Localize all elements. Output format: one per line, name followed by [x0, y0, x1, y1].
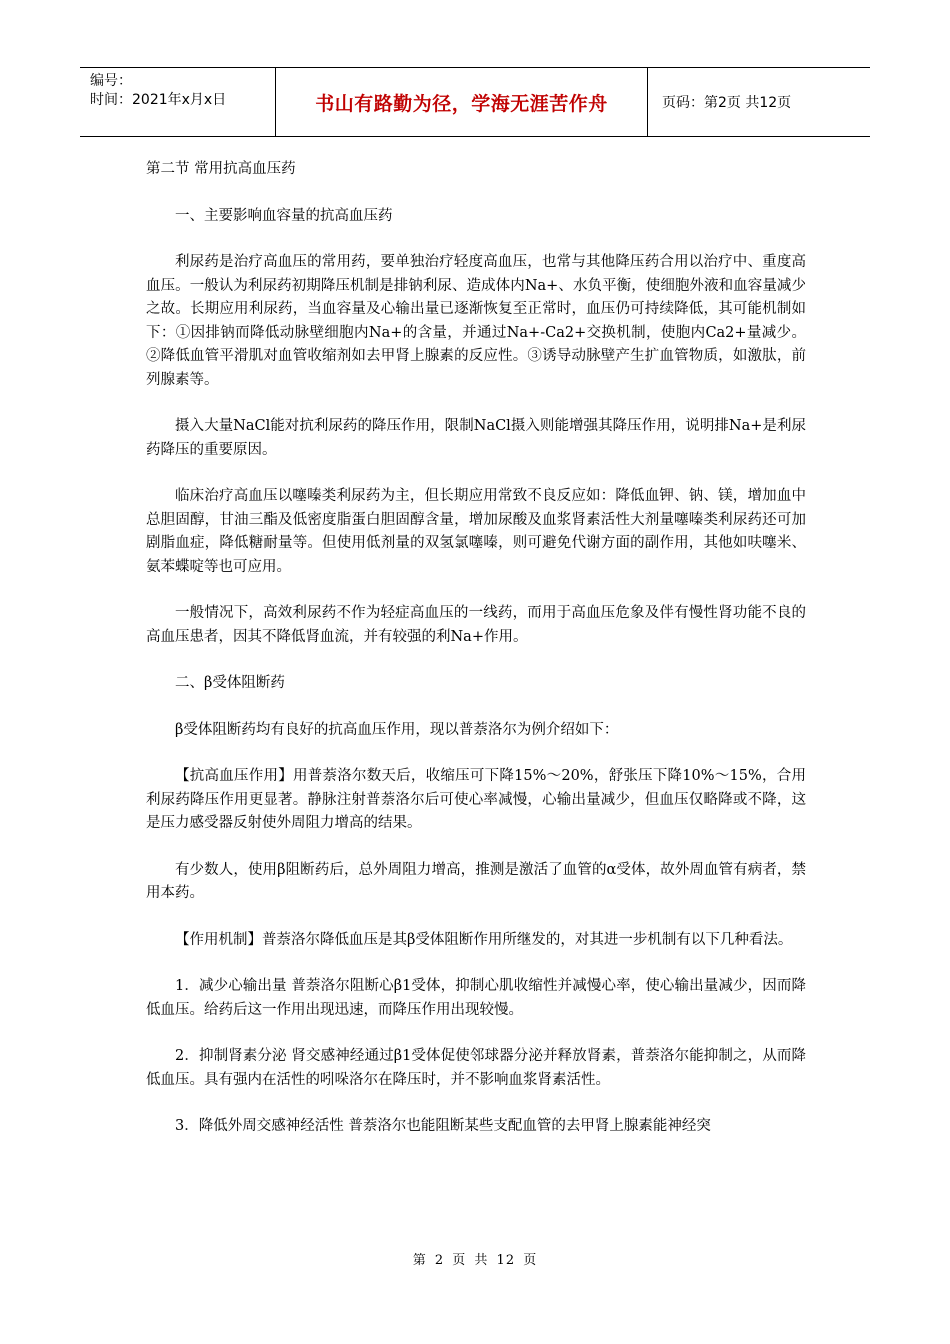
serial-label: 编号： — [90, 73, 132, 89]
header-page-info: 页码：第2页 共12页 — [662, 95, 792, 111]
paragraph-6: 【抗高血压作用】用普萘洛尔数天后，收缩压可下降15%～20%，舒张压下降10%～15%，合用利尿药降压作用更显著。静脉注射普萘洛尔后可使心率减慢，心输出量减少，但血压仅略降或不降，这是压力感受器反射使外周阻力增高的结果。 — [146, 768, 806, 831]
paragraph-1: 利尿药是治疗高血压的常用药，要单独治疗轻度高血压，也常与其他降压药合用以治疗中、重度高血压。一般认为利尿药初期降压机制是排钠利尿、造成体内Na+、水负平衡，使细胞外液和血容量减少之故。长期应用利尿药，当血容量及心输出量已逐渐恢复至正常时，血压仍可持续降低，其可能机制如下：①因排钠而降低动脉壁细胞内Na+的含量，并通过Na+-Ca2+交换机制，使胞内Ca2+量减少。②降低血管平滑肌对血管收缩剂如去甲肾上腺素的反应性。③诱导动脉壁产生扩血管物质，如激肽，前列腺素等。 — [146, 254, 806, 388]
paragraph-10: 2．抑制肾素分泌 肾交感神经通过β1受体促使邻球器分泌并释放肾素，普萘洛尔能抑制之，从而降低血压。具有强内在活性的吲哚洛尔在降压时，并不影响血浆肾素活性。 — [146, 1048, 806, 1088]
page-footer: 第 2 页 共 12 页 — [412, 1253, 538, 1268]
paragraph-5: β受体阻断药均有良好的抗高血压作用，现以普萘洛尔为例介绍如下： — [175, 721, 619, 738]
paragraph-3: 临床治疗高血压以噻嗪类利尿药为主，但长期应用常致不良反应如：降低血钾、钠、镁，增加血中总胆固醇，甘油三酯及低密度脂蛋白胆固醇含量，增加尿酸及血浆肾素活性大剂量噻嗪类利尿药还可加剧脂血症，降低糖耐量等。但使用低剂量的双氢氯噻嗪，则可避免代谢方面的副作用，其他如呋噻米、氨苯蝶啶等也可应用。 — [146, 488, 806, 575]
subsection-title-1: 一、主要影响血容量的抗高血压药 — [175, 207, 393, 224]
paragraph-2: 摄入大量NaCl能对抗利尿药的降压作用，限制NaCl摄入则能增强其降压作用，说明排Na+是利尿药降压的重要原因。 — [146, 418, 806, 458]
section-title: 第二节 常用抗高血压药 — [146, 161, 296, 177]
paragraph-7: 有少数人，使用β阻断药后，总外周阻力增高，推测是激活了血管的α受体，故外周血管有病者，禁用本药。 — [146, 861, 806, 901]
document-body — [146, 158, 806, 1162]
motto-text: 书山有路勤为径，学海无涯苦作舟 — [315, 92, 608, 115]
paragraph-11: 3．降低外周交感神经活性 普萘洛尔也能阻断某些支配血管的去甲肾上腺素能神经突 — [175, 1118, 711, 1134]
paragraph-8: 【作用机制】普萘洛尔降低血压是其β受体阻断作用所继发的，对其进一步机制有以下几种看法。 — [175, 931, 793, 948]
time-label: 时间：2021年x月x日 — [90, 92, 227, 108]
page-header — [80, 67, 870, 137]
paragraph-4: 一般情况下，高效利尿药不作为轻症高血压的一线药，而用于高血压危象及伴有慢性肾功能不良的高血压患者，因其不降低肾血流，并有较强的利Na+作用。 — [146, 605, 806, 645]
header-motto-cell — [276, 68, 648, 136]
header-meta — [80, 68, 276, 136]
paragraph-9: 1．减少心输出量 普萘洛尔阻断心β1受体，抑制心肌收缩性并减慢心率，使心输出量减少，因而降低血压。给药后这一作用出现迅速，而降压作用出现较慢。 — [146, 978, 806, 1018]
subsection-title-2: 二、β受体阻断药 — [175, 675, 285, 691]
